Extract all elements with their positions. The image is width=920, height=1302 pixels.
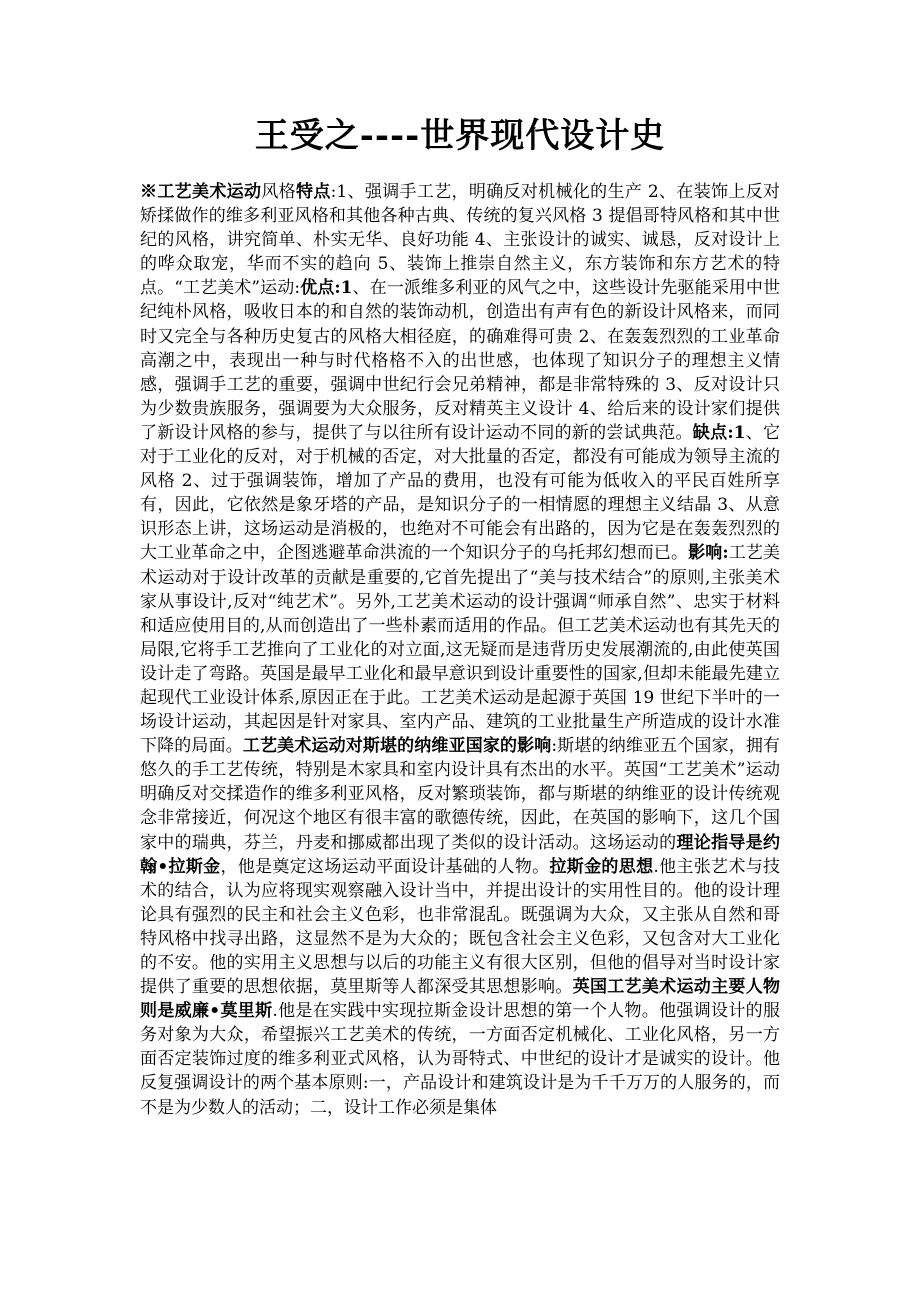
bold-run: 优点:1 bbox=[300, 278, 353, 299]
body-paragraph bbox=[140, 180, 780, 1120]
text-run: 风格 bbox=[261, 182, 296, 202]
text-run: 、在一派维多利亚的风气之中，这些设计先驱能采用中世纪纯朴风格，吸收日本的和自然的装饰动机，创造出有声有色的新设计风格来，而同时又完全与各种历史复古的风格大相径庭，的确难得可贵 2、在轰轰烈烈的工业革命高潮之中，表现出一种与时代格格不入的出世感，也体现了知识分子的理想主义情感，强调手工艺的重要，强调中世纪行会兄弟精神，都是非常特殊的 3、反对设计只为少数贵族服务，强调要为大众服务，反对精英主义设计 4、给后来的设计家们提供了新设计风格的参与，提供了与以往所有设计运动不同的新的尝试典范。 bbox=[140, 278, 781, 443]
bold-run: 英国工艺美术运动主要人物则是威廉•莫里斯 bbox=[140, 977, 781, 1022]
text-run: :斯堪的纳维亚五个国家，拥有悠久的手工艺传统，特别是木家具和室内设计具有杰出的水平。英国“工艺美术”运动明确反对交揉造作的维多利亚风格，反对繁琐装饰，都与斯堪的纳维亚的设计传统观念非常接近，何况这个地区有很丰富的歌德传统，因此，在英国的影响下，这几个国家中的瑞典，芬兰，丹麦和挪威都出现了类似的设计活动。这场运动的 bbox=[140, 736, 780, 853]
text-run: .他是在实践中实现拉斯金设计思想的第一个人物。他强调设计的服务对象为大众，希望振兴工艺美术的传统，一方面否定机械化、工业化风格，另一方面否定装饰过度的维多利亚式风格，认为哥特式、中世纪的设计才是诚实的设计。他反复强调设计的两个基本原则:一，产品设计和建筑设计是为千千万万的人服务的，而不是为少数人的活动；二，设计工作必须是集体 bbox=[140, 1001, 780, 1118]
text-run: ，他是奠定这场运动平面设计基础的人物。 bbox=[220, 856, 550, 877]
page-title: 王受之----世界现代设计史 bbox=[254, 116, 666, 156]
text-run: 、它对于工业化的反对，对于机械的否定，对大批量的否定，都没有可能成为领导主流的风格 2、过于强调装饰，增加了产品的费用，也没有可能为低收入的平民百姓所享有，因此，它依然是象牙塔的产品，是知识分子的一相情愿的理想主义结晶 3、从意识形态上讲，这场运动是消极的，也绝对不可能会有出路的，因为它是在轰轰烈烈的大工业革命之中，企图逃避革命洪流的一个知识分子的乌托邦幻想而已。 bbox=[140, 422, 781, 564]
bold-run: 理论指导是约翰•拉斯金 bbox=[140, 832, 781, 877]
bold-run: ※工艺美术运动 bbox=[140, 182, 262, 202]
bold-run: 缺点:1 bbox=[692, 422, 746, 443]
text-run: 工艺美术运动对于设计改革的贡献是重要的,它首先提出了“美与技术结合”的原则,主张美术家从事设计,反对“纯艺术”。另外,工艺美术运动的设计强调“师承自然”、忠实于材料和适应使用目的,从而创造出了一些朴素而适用的作品。但工艺美术运动也有其先天的局限,它将手工艺推向了工业化的对立面,这无疑而是违背历史发展潮流的,由此使英国设计走了弯路。英国是最早工业化和最早意识到设计重要性的国家,但却未能最先建立起现代工业设计体系,原因正在于此。工艺美术运动是起源于英国 19 世纪下半叶的一场设计运动，其起因是针对家具、室内产品、建筑的工业批量生产所造成的设计水准下降的局面。 bbox=[140, 543, 781, 757]
bold-run: 特点 bbox=[296, 182, 331, 202]
bold-run: 工艺美术运动对斯堪的纳维亚国家的影响 bbox=[242, 736, 552, 757]
text-run: .他主张艺术与技术的结合，认为应将现实观察融入设计当中，并提出设计的实用性目的。他的设计理论具有强烈的民主和社会主义色彩，也非常混乱。既强调为大众，又主张从自然和哥特风格中找寻出路，这显然不是为大众的；既包含社会主义色彩，又包含对大工业化的不安。他的实用主义思想与以后的功能主义有很大区别，但他的倡导对当时设计家提供了重要的思想依据，莫里斯等人都深受其思想影响。 bbox=[140, 856, 781, 998]
bold-run: 拉斯金的思想 bbox=[549, 856, 654, 877]
bold-run: 影响: bbox=[688, 543, 729, 564]
text-run: :1、强调手工艺，明确反对机械化的生产 2、在装饰上反对矫揉做作的维多利亚风格和其他各种古典、传统的复兴风格 3 提倡哥特风格和其中世纪的风格，讲究简单、朴实无华、良好功能 4、主张设计的诚实、诚恳，反对设计上的哗众取宠，华而不实的趋向 5、装饰上推崇自然主义，东方装饰和东方艺术的特点。“工艺美术”运动: bbox=[140, 182, 781, 299]
